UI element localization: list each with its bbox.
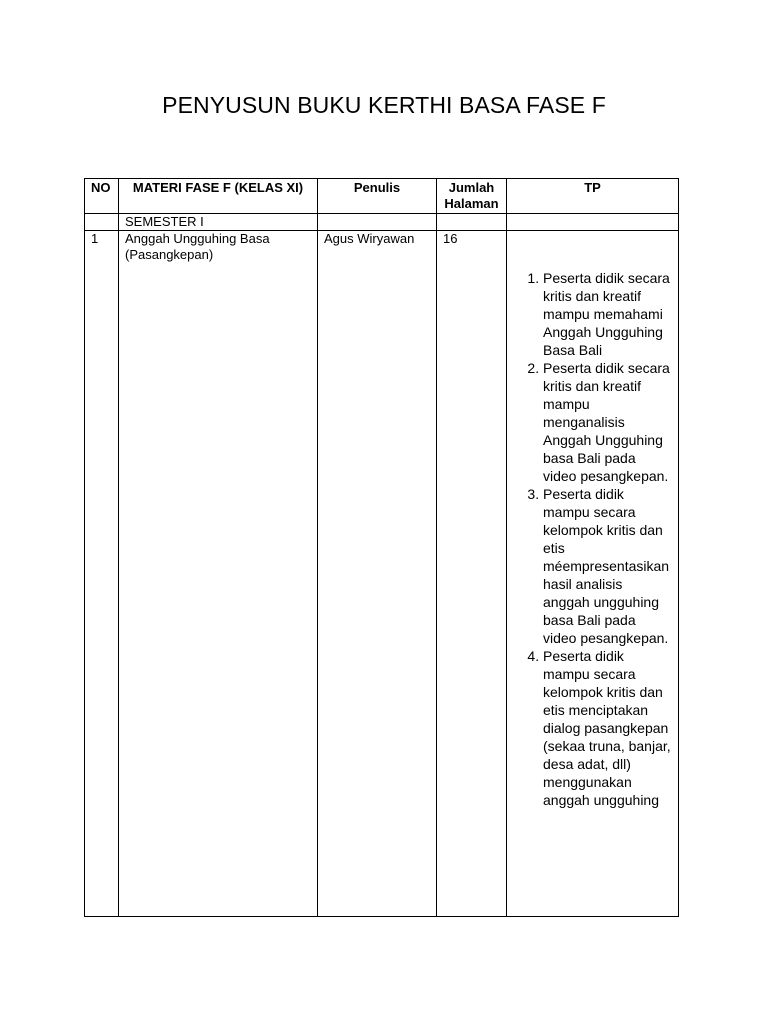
row-tp — [507, 231, 679, 917]
semester-penulis-cell — [318, 214, 437, 231]
semester-jumlah-cell — [437, 214, 507, 231]
header-no: NO — [85, 179, 119, 214]
header-jumlah-halaman: Jumlah Halaman — [437, 179, 507, 214]
header-materi: MATERI FASE F (KELAS XI) — [119, 179, 318, 214]
table-header-row — [85, 179, 679, 214]
tp-item: 1. Peserta didik secara kritis dan kreatif mampu memahami Anggah Ungguhing Basa Bali — [543, 269, 672, 359]
tp-item: 4. Peserta didik mampu secara kelompok kritis dan etis menciptakan dialog pasangkepan (sekaa truna, banjar, desa adat, dll) menggunakan anggah ungguhing — [543, 647, 672, 809]
row-no: 1 — [85, 231, 119, 917]
table-row — [85, 231, 679, 917]
semester-label: SEMESTER I — [119, 214, 318, 231]
semester-row — [85, 214, 679, 231]
tp-item: 3. Peserta didik mampu secara kelompok kritis dan etis méempresentasikan hasil analisis anggah ungguhing basa Bali pada video pesangkepan. — [543, 485, 672, 647]
row-materi — [119, 231, 318, 917]
header-tp: TP — [507, 179, 679, 214]
row-materi-line2: (Pasangkepan) — [125, 247, 214, 262]
row-jumlah-halaman: 16 — [437, 231, 507, 917]
header-penulis: Penulis — [318, 179, 437, 214]
document-title: PENYUSUN BUKU KERTHI BASA FASE F — [162, 92, 606, 118]
semester-tp-cell — [507, 214, 679, 231]
tp-list — [513, 269, 672, 809]
row-materi-line1: Anggah Ungguhing Basa — [125, 231, 270, 246]
semester-no-cell — [85, 214, 119, 231]
tp-item: 2. Peserta didik secara kritis dan kreatif mampu menganalisis Anggah Ungguhing basa Bali pada video pesangkepan. — [543, 359, 672, 485]
row-penulis: Agus Wiryawan — [318, 231, 437, 917]
book-authors-table — [84, 178, 679, 917]
